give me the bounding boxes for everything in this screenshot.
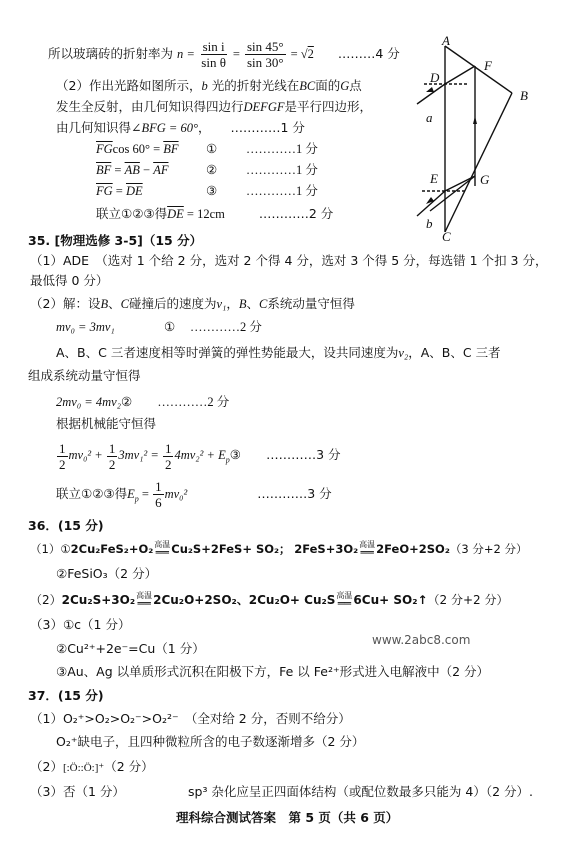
refraction-index-line: 所以玻璃砖的折射率为 n = $\frac{\text{sin i}}{\text{sin θ}}$ = $\frac{\sin 45^\circ}{\sin 30^\circ}$ = √2 ………4 分	[48, 39, 400, 70]
fg: $\overline{FG}$	[96, 142, 113, 156]
q35-m1	[56, 319, 262, 335]
score: …………1 分	[246, 184, 318, 198]
lewis-structure: [:Ö::Ö:]⁺	[62, 762, 105, 774]
t: 高温	[136, 591, 153, 600]
text: 2FeO+2SO₂	[376, 542, 450, 556]
label-G: G	[480, 172, 490, 187]
fraction-sin45	[245, 39, 286, 70]
arrow-b	[426, 197, 434, 204]
fg: $\overline{FG}$	[96, 184, 113, 198]
n: 1	[59, 440, 66, 456]
ray-df	[445, 66, 475, 84]
page-footer: 理科综合测试答案 第 5 页（共 6 页）	[176, 810, 399, 825]
text: 、	[108, 296, 121, 311]
q35-l5: 根据机械能守恒得	[56, 416, 157, 431]
frac-half	[57, 441, 68, 472]
text: （3）否（1 分）	[30, 784, 125, 799]
q35-s1b: 最低得 0 分）	[30, 273, 109, 288]
fraction-sin-i	[199, 39, 228, 70]
score: …………2 分	[157, 395, 230, 409]
score: …………1 分	[246, 163, 318, 177]
frac-den: sin θ	[201, 55, 226, 70]
q36-r6: ③Au、Ag 以单质形式沉积在阳极下方，Fe 以 Fe²⁺形式进入电解液中（2 分）	[56, 664, 490, 679]
b: B	[238, 297, 247, 311]
q37-r2: O₂⁺缺电子，且四种微粒所含的电子数逐渐增多（2 分）	[56, 734, 365, 749]
frac-num: sin 45°	[246, 39, 284, 54]
num: ③	[206, 184, 218, 198]
e: E	[127, 487, 135, 501]
n: 1	[108, 440, 116, 456]
q36-r4: （3）①c（1 分）	[30, 617, 131, 632]
q37-title: 37．(15 分)	[28, 688, 104, 703]
score: …………1 分	[246, 142, 318, 156]
q36-r3	[30, 592, 508, 608]
q35-s1a: （1）ADE （选对 1 个给 2 分，选对 2 个得 4 分，选对 3 个得 5 分，每选错 1 个扣 3 分，	[30, 253, 548, 268]
q35-m4	[56, 476, 332, 518]
eq-2	[96, 162, 318, 178]
text: ，	[226, 296, 239, 311]
text: 由几何知识得	[56, 120, 132, 135]
num: ①	[164, 320, 176, 334]
text: =	[112, 184, 126, 198]
q35-title: 35. [物理选修 3-5]（15 分）	[28, 233, 203, 248]
text: A、B、C 三者速度相等时弹簧的弹性势能最大，设共同速度为	[56, 345, 399, 360]
part2-line1	[56, 78, 362, 94]
n-symbol: n	[177, 47, 184, 61]
v1: v₁	[216, 297, 227, 311]
q35-s2a	[30, 296, 355, 312]
q36-r2: ②FeSiO₃（2 分）	[56, 566, 158, 581]
high-temp-mark: 高温 ══	[136, 591, 153, 610]
label-B: B	[520, 88, 528, 103]
b: B	[100, 297, 109, 311]
part2-line3	[56, 120, 305, 136]
text: 2Cu₂S+3O₂	[61, 593, 136, 607]
eq: mv₀ = 3mv₁	[56, 320, 115, 334]
text: 碰撞后的速度为	[128, 296, 217, 311]
n: 1	[155, 479, 162, 494]
t: mv₀²	[164, 487, 188, 501]
t: 4mv₂² + E	[174, 448, 226, 462]
q37-r4	[30, 784, 534, 800]
text: （2）解：设	[30, 296, 101, 311]
de: $\overline{DE}$	[167, 207, 184, 221]
t: mv₀² +	[68, 448, 106, 462]
defg-symbol: DEFGF	[243, 100, 285, 114]
g-symbol: G	[340, 79, 350, 93]
text: （1）①	[30, 542, 71, 556]
text: 联立①②③得	[56, 486, 128, 501]
text: 2Cu₂O+2SO₂、2Cu₂O+ Cu₂S	[153, 593, 336, 607]
frac-num: sin i	[202, 39, 225, 54]
label-D: D	[430, 70, 440, 85]
text: 系统动量守恒得	[267, 296, 355, 311]
q35-l3	[56, 345, 501, 361]
q35-l4: 组成系统动量守恒得	[28, 368, 141, 383]
text: 、	[246, 296, 260, 311]
score: …………3 分	[257, 486, 332, 501]
text: 2FeS+3O₂	[294, 542, 359, 556]
af: $\overline{AF}$	[153, 163, 169, 177]
t: 高温	[359, 540, 376, 549]
text: 联立①②③得	[96, 206, 168, 221]
v2: v₂	[398, 346, 409, 360]
ab: $\overline{AB}$	[124, 163, 140, 177]
eq-1	[96, 141, 318, 157]
label-F: F	[484, 58, 492, 73]
score: …………2 分	[190, 320, 262, 334]
n: 1	[164, 440, 172, 456]
num: ②	[121, 395, 133, 409]
eq: =	[138, 487, 153, 501]
text: −	[139, 163, 154, 177]
watermark: www.2abc8.com	[372, 633, 471, 647]
ray-b-in	[417, 191, 445, 216]
frac-sixth	[153, 479, 164, 510]
label-C: C	[442, 229, 451, 242]
score: （2 分+2 分）	[427, 593, 509, 607]
refraction-text: 所以玻璃砖的折射率为	[48, 46, 174, 61]
c: C	[120, 297, 129, 311]
t: 高温	[336, 591, 353, 600]
d: 2	[108, 456, 116, 472]
eq-3	[96, 183, 318, 199]
eq-sign: =	[187, 47, 195, 61]
prism-edge-bc	[445, 93, 512, 232]
t: 高温	[154, 540, 171, 549]
bf: $\overline{BF}$	[96, 163, 112, 177]
frac-den: sin 30°	[246, 55, 284, 70]
score: （2 分）	[104, 759, 154, 774]
q35-m3	[56, 437, 341, 479]
angle: ∠BFG = 60°	[131, 121, 198, 135]
t: 3mv₁² =	[118, 448, 162, 462]
d: 6	[155, 495, 162, 510]
score: …………2 分	[258, 206, 334, 221]
label-a: a	[426, 110, 433, 125]
label-E: E	[430, 171, 438, 186]
text: （2）作出光路如图所示，	[56, 78, 202, 93]
q37-r3	[30, 759, 154, 776]
text: 6Cu+ SO₂↑	[353, 593, 428, 607]
q36-r5: ②Cu²⁺+2e⁻=Cu（1 分）	[56, 641, 205, 656]
ray-eg	[445, 176, 475, 191]
text: （2）	[30, 759, 63, 774]
optics-diagram	[412, 36, 562, 242]
eq: 2mv₀ = 4mv₂	[56, 395, 122, 409]
score: ………4 分	[337, 46, 400, 61]
q36-r1	[30, 541, 527, 557]
text: cos 60° =	[112, 142, 164, 156]
sub: p	[225, 455, 230, 465]
arrow-fg	[473, 116, 477, 124]
label-A: A	[442, 36, 450, 48]
high-temp-mark: 高温 ══	[336, 591, 353, 610]
frac-half	[163, 441, 174, 472]
label-b: b	[426, 216, 433, 231]
frac-half	[107, 441, 118, 472]
bf: $\overline{BF}$	[163, 142, 179, 156]
bc-symbol: BC	[299, 79, 316, 93]
text: ，	[197, 120, 211, 135]
text: 面的	[315, 78, 341, 93]
num: ②	[206, 163, 218, 177]
text: ，A、B、C 三者	[408, 345, 501, 360]
text: 点	[349, 78, 362, 93]
text: Cu₂S+2FeS+ SO₂；	[171, 542, 291, 556]
arrow-a	[426, 87, 434, 92]
prism-edge-ab	[445, 46, 512, 93]
c: C	[259, 297, 268, 311]
q36-title: 36．(15 分)	[28, 518, 104, 533]
text: 发生全反射，由几何知识得四边行	[56, 99, 244, 114]
text: （2）	[30, 593, 62, 607]
q37-r1: （1）O₂⁺>O₂>O₂⁻>O₂²⁻ （全对给 2 分，否则不给分）	[30, 711, 351, 726]
score: …………1 分	[230, 120, 305, 135]
text: 光的折射光线在	[207, 78, 300, 93]
score: （3 分+2 分）	[449, 542, 528, 556]
text: = 12cm	[183, 207, 225, 221]
q35-m2	[56, 394, 229, 410]
d: 2	[59, 456, 66, 472]
num: ①	[206, 142, 218, 156]
text: =	[111, 163, 125, 177]
de: $\overline{DE}$	[125, 184, 143, 198]
high-temp-mark: 高温 ══	[359, 540, 376, 559]
part2-line2	[56, 99, 372, 115]
sub: p	[134, 494, 139, 504]
text: sp³ 杂化应呈正四面体结构（或配位数最多只能为 4）（2 分）.	[188, 784, 534, 799]
num: ③	[229, 448, 241, 462]
text: 是平行四边形，	[284, 99, 372, 114]
score: …………3 分	[266, 447, 341, 462]
b-symbol: b	[201, 79, 208, 93]
ray-a-in	[417, 84, 445, 104]
d: 2	[164, 456, 172, 472]
sqrt-value: 2	[307, 47, 314, 61]
high-temp-mark: 高温 ══	[154, 540, 171, 559]
eq-4	[96, 206, 333, 222]
text: 2Cu₂FeS₂+O₂	[70, 542, 154, 556]
